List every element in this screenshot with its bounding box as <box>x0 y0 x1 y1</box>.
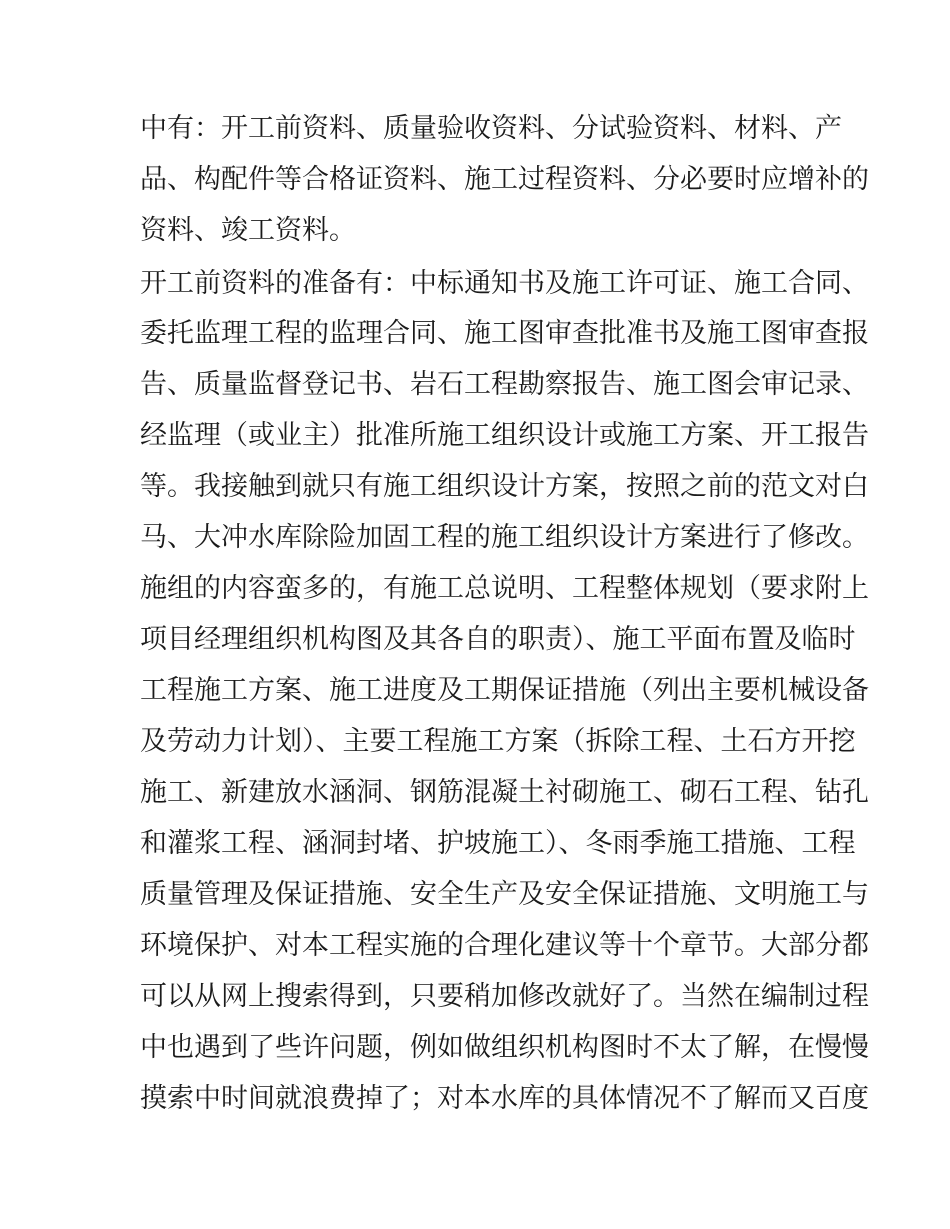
text-line: 及劳动力计划）、主要工程施工方案（拆除工程、土石方开挖 <box>140 726 856 757</box>
text-line: 马、大冲水库除险加固工程的施工组织设计方案进行了修改。 <box>140 522 869 553</box>
text-line: 工程施工方案、施工进度及工期保证措施（列出主要机械设备 <box>140 675 869 706</box>
text-line: 委托监理工程的监理合同、施工图审查批准书及施工图审查报 <box>140 318 869 349</box>
text-line: 项目经理组织机构图及其各自的职责）、施工平面布置及临时 <box>140 624 856 655</box>
text-line: 经监理（或业主）批准所施工组织设计或施工方案、开工报告 <box>140 420 869 451</box>
text-line: 等。我接触到就只有施工组织设计方案，按照之前的范文对白 <box>140 471 869 502</box>
text-line: 中也遇到了些许问题，例如做组织机构图时不太了解，在慢慢 <box>140 1032 869 1063</box>
text-line: 和灌浆工程、涵洞封堵、护坡施工）、冬雨季施工措施、工程 <box>140 828 856 859</box>
text-line: 施工、新建放水涵洞、钢筋混凝土衬砌施工、砌石工程、钻孔 <box>140 777 869 808</box>
text-line: 可以从网上搜索得到，只要稍加修改就好了。当然在编制过程 <box>140 981 869 1012</box>
text-line: 施组的内容蛮多的，有施工总说明、工程整体规划（要求附上 <box>140 573 869 604</box>
text-line: 中有：开工前资料、质量验收资料、分试验资料、材料、产 <box>140 113 842 144</box>
text-line: 开工前资料的准备有：中标通知书及施工许可证、施工合同、 <box>140 268 869 299</box>
text-line: 环境保护、对本工程实施的合理化建议等十个章节。大部分都 <box>140 930 869 961</box>
text-line: 摸索中时间就浪费掉了；对本水库的具体情况不了解而又百度 <box>140 1083 869 1114</box>
text-line: 品、构配件等合格证资料、施工过程资料、分必要时应增补的 <box>140 164 869 195</box>
text-line: 资料、竣工资料。 <box>140 215 356 246</box>
text-line: 告、质量监督登记书、岩石工程勘察报告、施工图会审记录、 <box>140 369 869 400</box>
text-line: 质量管理及保证措施、安全生产及安全保证措施、文明施工与 <box>140 879 869 910</box>
